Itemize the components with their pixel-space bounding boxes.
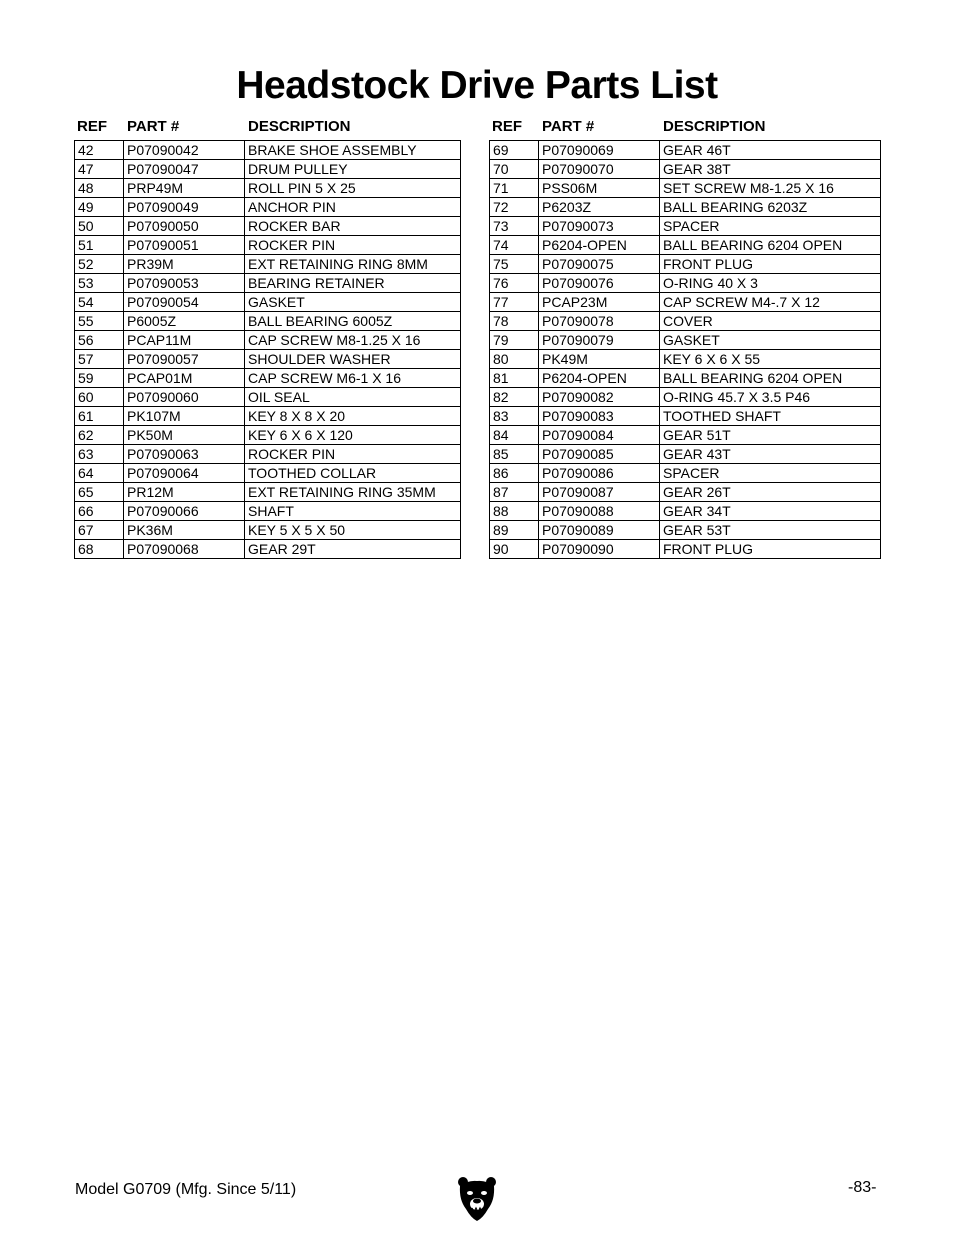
table-row	[490, 464, 881, 483]
table-row	[490, 369, 881, 388]
ref-cell: 67	[75, 521, 124, 540]
ref-cell: 42	[75, 141, 124, 160]
part-number-cell: P07090047	[124, 160, 245, 179]
part-number-cell: P07090085	[539, 445, 660, 464]
description-cell: SHOULDER WASHER	[245, 350, 461, 369]
part-number-cell: PK107M	[124, 407, 245, 426]
part-number-cell: P6204-OPEN	[539, 369, 660, 388]
table-row	[490, 426, 881, 445]
part-number-cell: PSS06M	[539, 179, 660, 198]
part-number-cell: P07090051	[124, 236, 245, 255]
part-number-cell: P07090049	[124, 198, 245, 217]
ref-cell: 52	[75, 255, 124, 274]
ref-cell: 88	[490, 502, 539, 521]
ref-cell: 56	[75, 331, 124, 350]
part-number-cell: PK50M	[124, 426, 245, 445]
description-cell: BRAKE SHOE ASSEMBLY	[245, 141, 461, 160]
ref-cell: 69	[490, 141, 539, 160]
part-number-cell: P07090066	[124, 502, 245, 521]
table-row	[490, 483, 881, 502]
parts-table-right	[489, 116, 881, 559]
ref-cell: 60	[75, 388, 124, 407]
description-cell: BEARING RETAINER	[245, 274, 461, 293]
description-cell: ROCKER BAR	[245, 217, 461, 236]
ref-cell: 86	[490, 464, 539, 483]
ref-cell: 50	[75, 217, 124, 236]
ref-cell: 87	[490, 483, 539, 502]
grizzly-bear-logo-icon	[456, 1176, 498, 1222]
ref-cell: 61	[75, 407, 124, 426]
description-column-header: DESCRIPTION	[663, 118, 766, 135]
ref-cell: 80	[490, 350, 539, 369]
ref-cell: 81	[490, 369, 539, 388]
description-cell: TOOTHED SHAFT	[660, 407, 881, 426]
part-number-cell: PRP49M	[124, 179, 245, 198]
ref-cell: 59	[75, 369, 124, 388]
ref-cell: 62	[75, 426, 124, 445]
table-row	[75, 388, 461, 407]
part-number-cell: P07090083	[539, 407, 660, 426]
table-row	[490, 179, 881, 198]
part-number-cell: P07090050	[124, 217, 245, 236]
table-row	[75, 141, 461, 160]
ref-cell: 74	[490, 236, 539, 255]
footer-model: Model G0709 (Mfg. Since 5/11)	[75, 1181, 297, 1198]
part-number-cell: P07090090	[539, 540, 660, 559]
table-row	[75, 312, 461, 331]
description-cell: SHAFT	[245, 502, 461, 521]
description-cell: ANCHOR PIN	[245, 198, 461, 217]
ref-cell: 65	[75, 483, 124, 502]
part-number-cell: PCAP01M	[124, 369, 245, 388]
table-header	[74, 116, 461, 140]
ref-column-header: REF	[492, 118, 522, 135]
table-row	[490, 160, 881, 179]
description-cell: BALL BEARING 6203Z	[660, 198, 881, 217]
description-cell: GASKET	[660, 331, 881, 350]
table-row	[490, 388, 881, 407]
description-cell: KEY 5 X 5 X 50	[245, 521, 461, 540]
table-row	[490, 331, 881, 350]
description-cell: FRONT PLUG	[660, 255, 881, 274]
ref-cell: 57	[75, 350, 124, 369]
ref-column-header: REF	[77, 118, 107, 135]
description-cell: BALL BEARING 6005Z	[245, 312, 461, 331]
ref-cell: 83	[490, 407, 539, 426]
description-cell: GEAR 46T	[660, 141, 881, 160]
table-row	[490, 293, 881, 312]
description-cell: O-RING 40 X 3	[660, 274, 881, 293]
table-row	[75, 350, 461, 369]
part-number-cell: P07090057	[124, 350, 245, 369]
parts-table	[74, 140, 461, 559]
table-row	[490, 312, 881, 331]
ref-cell: 49	[75, 198, 124, 217]
ref-cell: 78	[490, 312, 539, 331]
table-row	[490, 236, 881, 255]
table-row	[490, 198, 881, 217]
table-row	[490, 217, 881, 236]
table-row	[75, 407, 461, 426]
table-row	[75, 464, 461, 483]
ref-cell: 55	[75, 312, 124, 331]
description-cell: TOOTHED COLLAR	[245, 464, 461, 483]
description-cell: GEAR 53T	[660, 521, 881, 540]
table-row	[490, 502, 881, 521]
description-cell: ROCKER PIN	[245, 236, 461, 255]
ref-cell: 85	[490, 445, 539, 464]
table-row	[490, 521, 881, 540]
part-number-cell: P6204-OPEN	[539, 236, 660, 255]
part-number-cell: PK49M	[539, 350, 660, 369]
description-cell: SET SCREW M8-1.25 X 16	[660, 179, 881, 198]
table-row	[75, 540, 461, 559]
description-cell: GEAR 34T	[660, 502, 881, 521]
ref-cell: 73	[490, 217, 539, 236]
part-number-cell: PR39M	[124, 255, 245, 274]
table-row	[490, 407, 881, 426]
page-title: Headstock Drive Parts List	[236, 64, 718, 107]
table-row	[75, 521, 461, 540]
description-cell: ROCKER PIN	[245, 445, 461, 464]
ref-cell: 53	[75, 274, 124, 293]
ref-cell: 64	[75, 464, 124, 483]
description-cell: KEY 6 X 6 X 120	[245, 426, 461, 445]
table-row	[490, 274, 881, 293]
part-number-cell: PCAP11M	[124, 331, 245, 350]
part-number-cell: P07090073	[539, 217, 660, 236]
description-cell: DRUM PULLEY	[245, 160, 461, 179]
description-cell: GEAR 26T	[660, 483, 881, 502]
description-cell: COVER	[660, 312, 881, 331]
table-row	[490, 540, 881, 559]
description-cell: GEAR 51T	[660, 426, 881, 445]
part-number-cell: P07090075	[539, 255, 660, 274]
part-number-cell: P6203Z	[539, 198, 660, 217]
description-cell: GEAR 43T	[660, 445, 881, 464]
description-cell: BALL BEARING 6204 OPEN	[660, 236, 881, 255]
table-row	[490, 445, 881, 464]
ref-cell: 82	[490, 388, 539, 407]
part-number-cell: P07090069	[539, 141, 660, 160]
table-row	[75, 502, 461, 521]
ref-cell: 54	[75, 293, 124, 312]
table-row	[75, 426, 461, 445]
part-number-cell: P07090089	[539, 521, 660, 540]
description-cell: GASKET	[245, 293, 461, 312]
part-number-cell: P07090084	[539, 426, 660, 445]
part-number-cell: P07090053	[124, 274, 245, 293]
description-cell: GEAR 38T	[660, 160, 881, 179]
part-number-cell: PK36M	[124, 521, 245, 540]
part-column-header: PART #	[542, 118, 595, 135]
description-cell: CAP SCREW M8-1.25 X 16	[245, 331, 461, 350]
description-cell: BALL BEARING 6204 OPEN	[660, 369, 881, 388]
description-cell: SPACER	[660, 217, 881, 236]
part-number-cell: P07090042	[124, 141, 245, 160]
description-cell: EXT RETAINING RING 35MM	[245, 483, 461, 502]
part-number-cell: P07090070	[539, 160, 660, 179]
part-number-cell: P07090064	[124, 464, 245, 483]
table-row	[490, 255, 881, 274]
part-number-cell: P07090063	[124, 445, 245, 464]
part-number-cell: P07090076	[539, 274, 660, 293]
page-number: -83-	[848, 1179, 877, 1196]
description-cell: FRONT PLUG	[660, 540, 881, 559]
table-row	[75, 483, 461, 502]
description-cell: EXT RETAINING RING 8MM	[245, 255, 461, 274]
table-row	[75, 369, 461, 388]
ref-cell: 47	[75, 160, 124, 179]
part-column-header: PART #	[127, 118, 180, 135]
ref-cell: 63	[75, 445, 124, 464]
table-row	[490, 141, 881, 160]
table-row	[75, 179, 461, 198]
ref-cell: 71	[490, 179, 539, 198]
ref-cell: 70	[490, 160, 539, 179]
table-row	[75, 293, 461, 312]
ref-cell: 89	[490, 521, 539, 540]
part-number-cell: P07090054	[124, 293, 245, 312]
description-cell: GEAR 29T	[245, 540, 461, 559]
parts-table	[489, 140, 881, 559]
description-cell: SPACER	[660, 464, 881, 483]
ref-cell: 48	[75, 179, 124, 198]
description-cell: O-RING 45.7 X 3.5 P46	[660, 388, 881, 407]
ref-cell: 51	[75, 236, 124, 255]
ref-cell: 72	[490, 198, 539, 217]
ref-cell: 75	[490, 255, 539, 274]
part-number-cell: PR12M	[124, 483, 245, 502]
ref-cell: 84	[490, 426, 539, 445]
description-cell: KEY 8 X 8 X 20	[245, 407, 461, 426]
table-row	[75, 160, 461, 179]
table-row	[75, 331, 461, 350]
table-row	[75, 198, 461, 217]
ref-cell: 90	[490, 540, 539, 559]
part-number-cell: P07090082	[539, 388, 660, 407]
part-number-cell: P07090068	[124, 540, 245, 559]
table-row	[75, 445, 461, 464]
table-header	[489, 116, 881, 140]
part-number-cell: P07090086	[539, 464, 660, 483]
description-cell: CAP SCREW M4-.7 X 12	[660, 293, 881, 312]
parts-table-left	[74, 116, 461, 559]
ref-cell: 68	[75, 540, 124, 559]
ref-cell: 79	[490, 331, 539, 350]
part-number-cell: P07090078	[539, 312, 660, 331]
ref-cell: 77	[490, 293, 539, 312]
part-number-cell: P07090088	[539, 502, 660, 521]
description-cell: OIL SEAL	[245, 388, 461, 407]
ref-cell: 66	[75, 502, 124, 521]
table-row	[75, 236, 461, 255]
table-row	[490, 350, 881, 369]
description-cell: CAP SCREW M6-1 X 16	[245, 369, 461, 388]
ref-cell: 76	[490, 274, 539, 293]
table-row	[75, 274, 461, 293]
part-number-cell: P07090087	[539, 483, 660, 502]
description-column-header: DESCRIPTION	[248, 118, 351, 135]
table-row	[75, 255, 461, 274]
description-cell: ROLL PIN 5 X 25	[245, 179, 461, 198]
table-row	[75, 217, 461, 236]
description-cell: KEY 6 X 6 X 55	[660, 350, 881, 369]
part-number-cell: P07090079	[539, 331, 660, 350]
part-number-cell: P6005Z	[124, 312, 245, 331]
part-number-cell: P07090060	[124, 388, 245, 407]
part-number-cell: PCAP23M	[539, 293, 660, 312]
